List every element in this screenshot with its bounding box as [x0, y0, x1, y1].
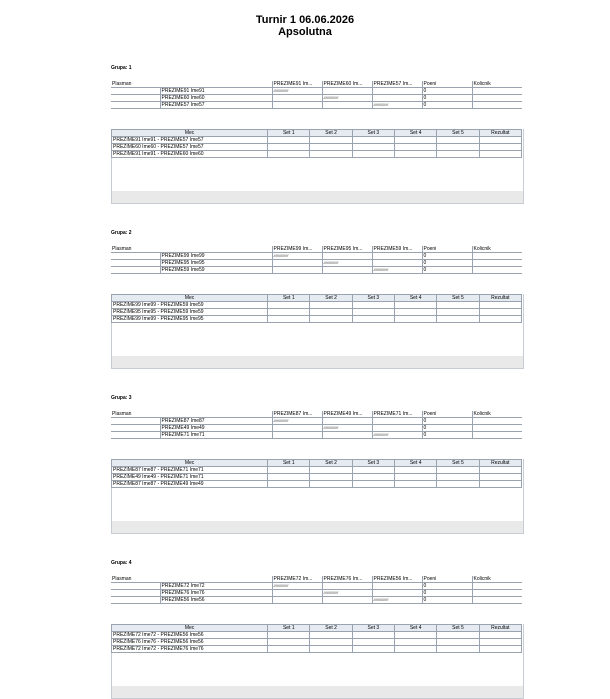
- set-score-cell: [437, 632, 479, 639]
- match-name: PREZIME99 Ime99 - PREZIME59 Ime59: [112, 302, 268, 309]
- set-score-cell: [437, 144, 479, 151]
- plasman-cell: [111, 597, 160, 604]
- plasman-cell: [111, 267, 160, 274]
- match-result-cell: [479, 632, 521, 639]
- score-cell: [322, 418, 372, 425]
- player-name: PREZIME76 Ime76: [160, 590, 272, 597]
- score-cell: [372, 418, 422, 425]
- opponent-column-header: PREZIME56 Im...: [372, 576, 422, 583]
- plasman-cell: [111, 418, 160, 425]
- standings-row: [111, 267, 522, 274]
- kolicnik-value: [472, 88, 522, 95]
- plasman-header: Plasman: [111, 411, 160, 418]
- standings-row: [111, 583, 522, 590]
- standings-table: [111, 81, 522, 109]
- poeni-value: 0: [422, 425, 472, 432]
- plasman-header: Plasman: [111, 576, 160, 583]
- match-column-header: Set 3: [352, 460, 394, 467]
- match-result-cell: [479, 137, 521, 144]
- score-cell: [272, 95, 322, 102]
- set-score-cell: [395, 474, 437, 481]
- match-column-header: Mec: [112, 130, 268, 137]
- self-match-cell: ////////////////: [372, 102, 422, 109]
- match-result-cell: [479, 639, 521, 646]
- match-row: [112, 309, 522, 316]
- set-score-cell: [352, 137, 394, 144]
- score-cell: [272, 597, 322, 604]
- plasman-cell: [111, 432, 160, 439]
- opponent-column-header: PREZIME99 Im...: [272, 246, 322, 253]
- set-score-cell: [310, 481, 352, 488]
- match-column-header: Set 2: [310, 625, 352, 632]
- self-match-cell: ////////////////: [272, 583, 322, 590]
- score-cell: [372, 583, 422, 590]
- poeni-header: Poeni: [422, 246, 472, 253]
- standings-table: [111, 411, 522, 439]
- set-score-cell: [352, 639, 394, 646]
- matches-panel-footer: [112, 521, 523, 533]
- opponent-column-header: PREZIME57 Im...: [372, 81, 422, 88]
- score-cell: [372, 88, 422, 95]
- set-score-cell: [437, 151, 479, 158]
- opponent-column-header: PREZIME49 Im...: [322, 411, 372, 418]
- score-cell: [372, 425, 422, 432]
- set-score-cell: [395, 309, 437, 316]
- score-cell: [272, 590, 322, 597]
- match-result-cell: [479, 467, 521, 474]
- set-score-cell: [268, 151, 310, 158]
- set-score-cell: [352, 646, 394, 653]
- kolicnik-header: Kolicnik: [472, 246, 522, 253]
- set-score-cell: [437, 646, 479, 653]
- self-match-cell: ////////////////: [322, 590, 372, 597]
- plasman-cell: [111, 88, 160, 95]
- self-match-cell: ////////////////: [322, 260, 372, 267]
- match-result-cell: [479, 646, 521, 653]
- set-score-cell: [352, 481, 394, 488]
- set-score-cell: [310, 302, 352, 309]
- page-subtitle: Apsolutna: [278, 26, 332, 38]
- poeni-header: Poeni: [422, 81, 472, 88]
- opponent-column-header: PREZIME95 Im...: [322, 246, 372, 253]
- kolicnik-value: [472, 418, 522, 425]
- match-column-header: Set 4: [395, 295, 437, 302]
- set-score-cell: [437, 137, 479, 144]
- match-name: PREZIME72 Ime72 - PREZIME56 Ime56: [112, 632, 268, 639]
- matches-panel-footer: [112, 191, 523, 203]
- set-score-cell: [395, 646, 437, 653]
- match-row: [112, 302, 522, 309]
- set-score-cell: [310, 309, 352, 316]
- set-score-cell: [352, 467, 394, 474]
- set-score-cell: [352, 309, 394, 316]
- score-cell: [322, 253, 372, 260]
- set-score-cell: [310, 632, 352, 639]
- set-score-cell: [437, 309, 479, 316]
- poeni-value: 0: [422, 590, 472, 597]
- set-score-cell: [352, 302, 394, 309]
- match-column-header: Set 3: [352, 625, 394, 632]
- match-column-header: Rezultat: [479, 295, 521, 302]
- match-row: [112, 316, 522, 323]
- score-cell: [322, 597, 372, 604]
- match-result-cell: [479, 309, 521, 316]
- poeni-value: 0: [422, 267, 472, 274]
- score-cell: [272, 260, 322, 267]
- standings-row: [111, 253, 522, 260]
- set-score-cell: [395, 639, 437, 646]
- match-column-header: Set 2: [310, 295, 352, 302]
- set-score-cell: [437, 467, 479, 474]
- match-column-header: Set 4: [395, 625, 437, 632]
- kolicnik-value: [472, 590, 522, 597]
- set-score-cell: [268, 137, 310, 144]
- score-cell: [372, 253, 422, 260]
- plasman-cell: [111, 583, 160, 590]
- set-score-cell: [310, 639, 352, 646]
- match-column-header: Set 4: [395, 460, 437, 467]
- player-name: PREZIME59 Ime59: [160, 267, 272, 274]
- set-score-cell: [268, 316, 310, 323]
- standings-row: [111, 425, 522, 432]
- set-score-cell: [268, 481, 310, 488]
- self-match-cell: ////////////////: [272, 418, 322, 425]
- set-score-cell: [352, 144, 394, 151]
- match-result-cell: [479, 316, 521, 323]
- set-score-cell: [395, 467, 437, 474]
- match-result-cell: [479, 481, 521, 488]
- match-column-header: Rezultat: [479, 130, 521, 137]
- match-row: [112, 144, 522, 151]
- match-column-header: Mec: [112, 625, 268, 632]
- standings-row: [111, 418, 522, 425]
- standings-row: [111, 260, 522, 267]
- score-cell: [372, 95, 422, 102]
- set-score-cell: [268, 144, 310, 151]
- match-result-cell: [479, 151, 521, 158]
- player-name: PREZIME72 Ime72: [160, 583, 272, 590]
- opponent-column-header: PREZIME87 Im...: [272, 411, 322, 418]
- match-column-header: Set 5: [437, 625, 479, 632]
- set-score-cell: [310, 151, 352, 158]
- standings-row: [111, 88, 522, 95]
- set-score-cell: [268, 474, 310, 481]
- kolicnik-value: [472, 597, 522, 604]
- plasman-header: Plasman: [111, 246, 160, 253]
- matches-table: [111, 624, 522, 653]
- standings-row: [111, 597, 522, 604]
- set-score-cell: [268, 646, 310, 653]
- self-match-cell: ////////////////: [272, 253, 322, 260]
- score-cell: [372, 590, 422, 597]
- opponent-column-header: PREZIME59 Im...: [372, 246, 422, 253]
- plasman-cell: [111, 102, 160, 109]
- player-name: PREZIME91 Ime91: [160, 88, 272, 95]
- plasman-cell: [111, 95, 160, 102]
- match-column-header: Set 4: [395, 130, 437, 137]
- poeni-value: 0: [422, 597, 472, 604]
- poeni-value: 0: [422, 583, 472, 590]
- matches-table: [111, 459, 522, 488]
- set-score-cell: [437, 302, 479, 309]
- opponent-column-header: PREZIME71 Im...: [372, 411, 422, 418]
- player-name: PREZIME49 Ime49: [160, 425, 272, 432]
- score-cell: [372, 260, 422, 267]
- score-cell: [272, 102, 322, 109]
- match-column-header: Mec: [112, 295, 268, 302]
- match-result-cell: [479, 474, 521, 481]
- poeni-value: 0: [422, 418, 472, 425]
- kolicnik-header: Kolicnik: [472, 81, 522, 88]
- self-match-cell: ////////////////: [272, 88, 322, 95]
- kolicnik-header: Kolicnik: [472, 411, 522, 418]
- match-row: [112, 632, 522, 639]
- kolicnik-value: [472, 260, 522, 267]
- match-name: PREZIME76 Ime76 - PREZIME56 Ime56: [112, 639, 268, 646]
- score-cell: [272, 425, 322, 432]
- match-name: PREZIME91 Ime91 - PREZIME57 Ime57: [112, 137, 268, 144]
- match-row: [112, 474, 522, 481]
- score-cell: [272, 432, 322, 439]
- standings-table: [111, 246, 522, 274]
- match-column-header: Set 1: [268, 130, 310, 137]
- match-name: PREZIME87 Ime87 - PREZIME71 Ime71: [112, 467, 268, 474]
- match-row: [112, 467, 522, 474]
- match-column-header: Rezultat: [479, 460, 521, 467]
- match-column-header: Set 2: [310, 130, 352, 137]
- poeni-value: 0: [422, 102, 472, 109]
- match-column-header: Set 3: [352, 130, 394, 137]
- poeni-value: 0: [422, 95, 472, 102]
- kolicnik-value: [472, 432, 522, 439]
- match-row: [112, 137, 522, 144]
- set-score-cell: [437, 474, 479, 481]
- match-column-header: Set 3: [352, 295, 394, 302]
- score-cell: [322, 267, 372, 274]
- match-column-header: Mec: [112, 460, 268, 467]
- match-column-header: Set 5: [437, 130, 479, 137]
- player-name: PREZIME56 Ime56: [160, 597, 272, 604]
- poeni-header: Poeni: [422, 411, 472, 418]
- group-label: Grupa: 2: [111, 230, 132, 236]
- match-name: PREZIME99 Ime99 - PREZIME95 Ime95: [112, 316, 268, 323]
- standings-row: [111, 432, 522, 439]
- set-score-cell: [395, 316, 437, 323]
- set-score-cell: [395, 302, 437, 309]
- group-label: Grupa: 1: [111, 65, 132, 71]
- match-row: [112, 151, 522, 158]
- set-score-cell: [268, 467, 310, 474]
- poeni-header: Poeni: [422, 576, 472, 583]
- match-column-header: Set 2: [310, 460, 352, 467]
- set-score-cell: [310, 646, 352, 653]
- set-score-cell: [310, 137, 352, 144]
- set-score-cell: [395, 137, 437, 144]
- match-row: [112, 646, 522, 653]
- match-result-cell: [479, 302, 521, 309]
- set-score-cell: [310, 467, 352, 474]
- set-score-cell: [437, 316, 479, 323]
- player-name: PREZIME95 Ime95: [160, 260, 272, 267]
- player-name: PREZIME71 Ime71: [160, 432, 272, 439]
- kolicnik-value: [472, 253, 522, 260]
- match-name: PREZIME49 Ime49 - PREZIME71 Ime71: [112, 474, 268, 481]
- match-row: [112, 481, 522, 488]
- match-column-header: Set 5: [437, 460, 479, 467]
- match-column-header: Set 1: [268, 460, 310, 467]
- standings-row: [111, 95, 522, 102]
- match-row: [112, 639, 522, 646]
- kolicnik-value: [472, 583, 522, 590]
- plasman-cell: [111, 590, 160, 597]
- self-match-cell: ////////////////: [322, 95, 372, 102]
- set-score-cell: [310, 144, 352, 151]
- score-cell: [322, 432, 372, 439]
- kolicnik-value: [472, 425, 522, 432]
- set-score-cell: [310, 474, 352, 481]
- player-name: PREZIME60 Ime60: [160, 95, 272, 102]
- match-name: PREZIME95 Ime95 - PREZIME59 Ime59: [112, 309, 268, 316]
- set-score-cell: [268, 309, 310, 316]
- plasman-header: Plasman: [111, 81, 160, 88]
- poeni-value: 0: [422, 88, 472, 95]
- set-score-cell: [268, 639, 310, 646]
- standings-table: [111, 576, 522, 604]
- self-match-cell: ////////////////: [372, 267, 422, 274]
- opponent-column-header: PREZIME60 Im...: [322, 81, 372, 88]
- score-cell: [322, 102, 372, 109]
- self-match-cell: ////////////////: [372, 432, 422, 439]
- match-column-header: Set 1: [268, 625, 310, 632]
- score-cell: [322, 583, 372, 590]
- match-column-header: Set 1: [268, 295, 310, 302]
- player-name: PREZIME57 Ime57: [160, 102, 272, 109]
- match-result-cell: [479, 144, 521, 151]
- kolicnik-value: [472, 95, 522, 102]
- set-score-cell: [395, 151, 437, 158]
- set-score-cell: [352, 474, 394, 481]
- set-score-cell: [352, 316, 394, 323]
- set-score-cell: [268, 302, 310, 309]
- opponent-column-header: PREZIME91 Im...: [272, 81, 322, 88]
- poeni-value: 0: [422, 253, 472, 260]
- match-column-header: Rezultat: [479, 625, 521, 632]
- plasman-cell: [111, 425, 160, 432]
- match-column-header: Set 5: [437, 295, 479, 302]
- set-score-cell: [437, 481, 479, 488]
- match-name: PREZIME87 Ime87 - PREZIME49 Ime49: [112, 481, 268, 488]
- group-label: Grupa: 3: [111, 395, 132, 401]
- opponent-column-header: PREZIME72 Im...: [272, 576, 322, 583]
- set-score-cell: [352, 151, 394, 158]
- set-score-cell: [395, 632, 437, 639]
- match-name: PREZIME91 Ime91 - PREZIME60 Ime60: [112, 151, 268, 158]
- set-score-cell: [395, 144, 437, 151]
- poeni-value: 0: [422, 260, 472, 267]
- kolicnik-value: [472, 267, 522, 274]
- kolicnik-header: Kolicnik: [472, 576, 522, 583]
- set-score-cell: [268, 632, 310, 639]
- score-cell: [322, 88, 372, 95]
- matches-table: [111, 129, 522, 158]
- set-score-cell: [352, 632, 394, 639]
- set-score-cell: [395, 481, 437, 488]
- set-score-cell: [310, 316, 352, 323]
- match-name: PREZIME60 Ime60 - PREZIME57 Ime57: [112, 144, 268, 151]
- self-match-cell: ////////////////: [372, 597, 422, 604]
- set-score-cell: [437, 639, 479, 646]
- poeni-value: 0: [422, 432, 472, 439]
- plasman-cell: [111, 253, 160, 260]
- score-cell: [272, 267, 322, 274]
- opponent-column-header: PREZIME76 Im...: [322, 576, 372, 583]
- page-title: Turnir 1 06.06.2026: [255, 14, 355, 26]
- matches-table: [111, 294, 522, 323]
- matches-panel-footer: [112, 356, 523, 368]
- player-name: PREZIME87 Ime87: [160, 418, 272, 425]
- kolicnik-value: [472, 102, 522, 109]
- group-label: Grupa: 4: [111, 560, 132, 566]
- self-match-cell: ////////////////: [322, 425, 372, 432]
- match-name: PREZIME72 Ime72 - PREZIME76 Ime76: [112, 646, 268, 653]
- player-name: PREZIME99 Ime99: [160, 253, 272, 260]
- matches-panel-footer: [112, 686, 523, 698]
- standings-row: [111, 590, 522, 597]
- standings-row: [111, 102, 522, 109]
- plasman-cell: [111, 260, 160, 267]
